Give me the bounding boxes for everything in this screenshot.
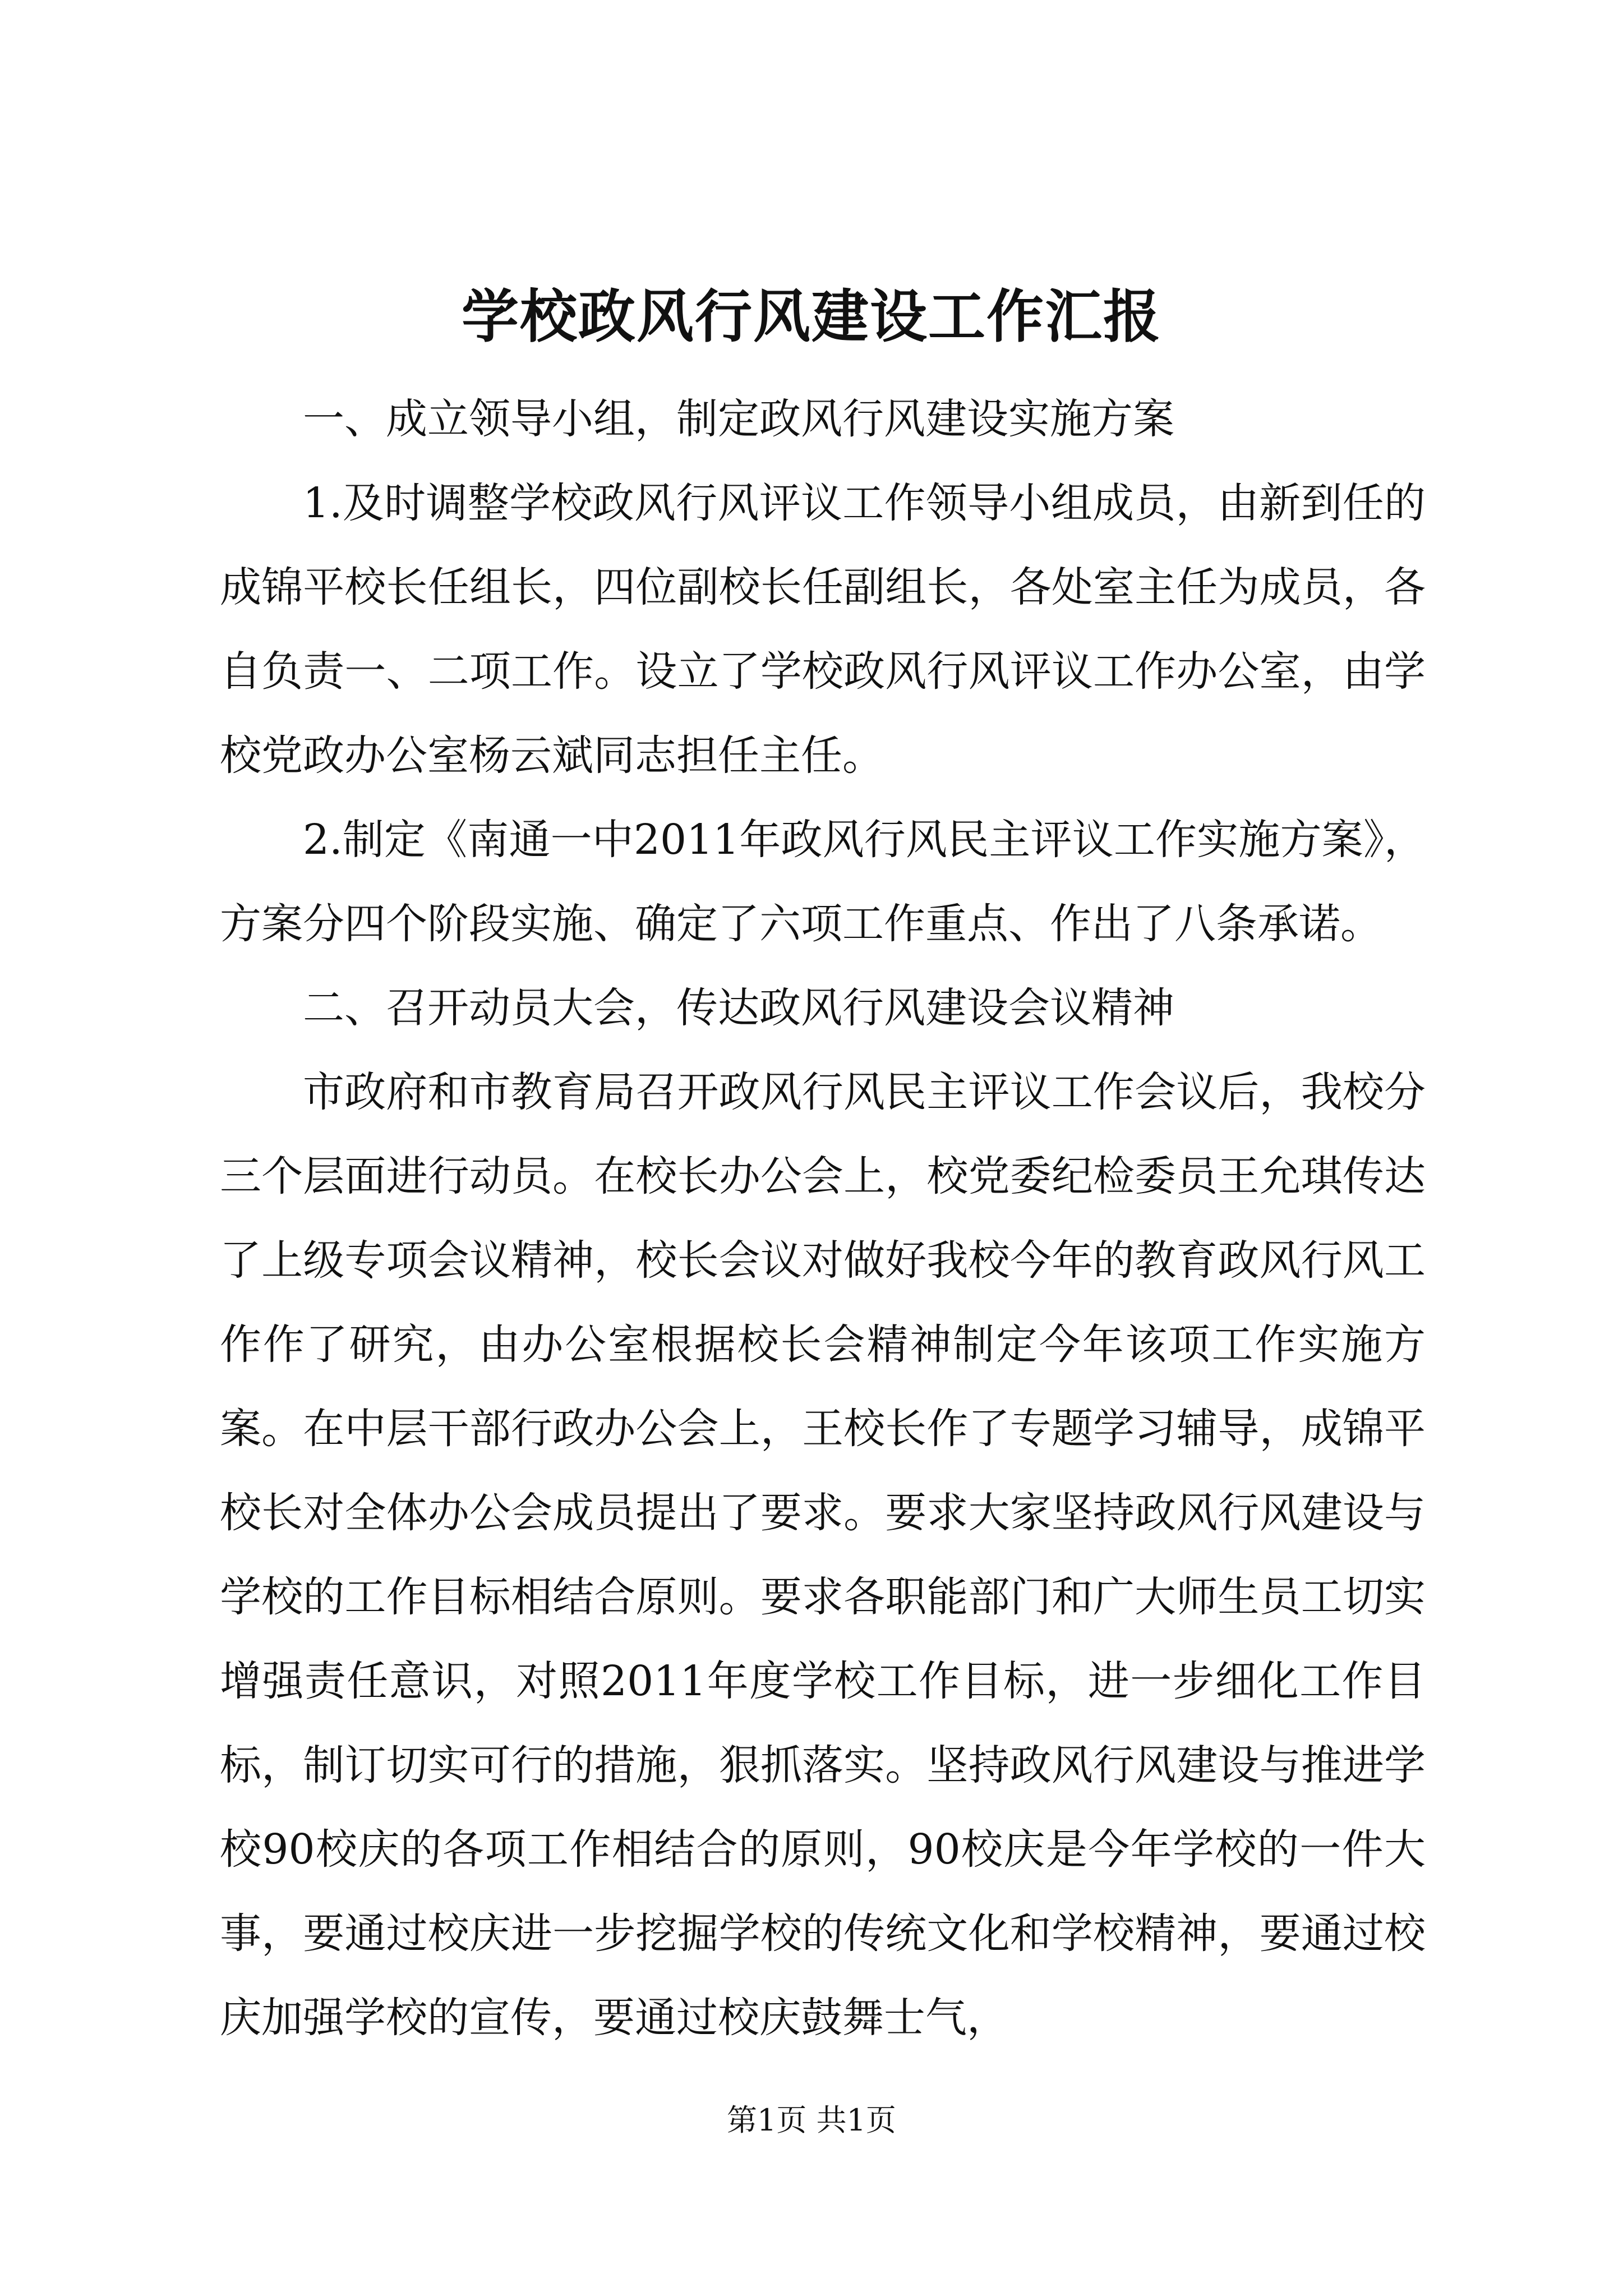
page-footer: 第1页 共1页 bbox=[727, 2102, 896, 2138]
paragraph-mobilization-meeting: 市政府和市教育局召开政风行风民主评议工作会议后，我校分三个层面进行动员。在校长办公会上，校党委纪检委员王允琪传达了上级专项会议精神，校长会议对做好我校今年的教育政风行风工作作了研究，由办公室根据校长会精神制定今年该项工作实施方案。在中层干部行政办公会上，王校长作了专题学习辅导，成锦平校长对全体办公会成员提出了要求。要求大家坚持政风行风建设与学校的工作目标相结合原则。要求各职能部门和广大师生员工切实增强责任意识，对照2011年度学校工作目标，进一步细化工作目标，制订切实可行的措施，狠抓落实。坚持政风行风建设与推进学校90校庆的各项工作相结合的原则，90校庆是今年学校的一件大事，要通过校庆进一步挖掘学校的传统文化和学校精神，要通过校庆加强学校的宣传，要通过校庆鼓舞士气， bbox=[220, 1068, 1426, 2042]
section-heading-1: 一、成立领导小组，制定政风行风建设实施方案 bbox=[303, 395, 1174, 443]
section-heading-2: 二、召开动员大会，传达政风行风建设会议精神 bbox=[303, 984, 1174, 1032]
paragraph-leadership-group: 1.及时调整学校政风行风评议工作领导小组成员，由新到任的成锦平校长任组长，四位副校长任副组长，各处室主任为成员，各自负责一、二项工作。设立了学校政风行风评议工作办公室，由学校党政办公室杨云斌同志担任主任。 bbox=[220, 479, 1426, 780]
paragraph-implementation-plan: 2.制定《南通一中2011年政风行风民主评议工作实施方案》，方案分四个阶段实施、确定了六项工作重点、作出了八条承诺。 bbox=[220, 816, 1426, 948]
document-body bbox=[220, 377, 1426, 2060]
document-title: 学校政风行风建设工作汇报 bbox=[462, 283, 1161, 351]
